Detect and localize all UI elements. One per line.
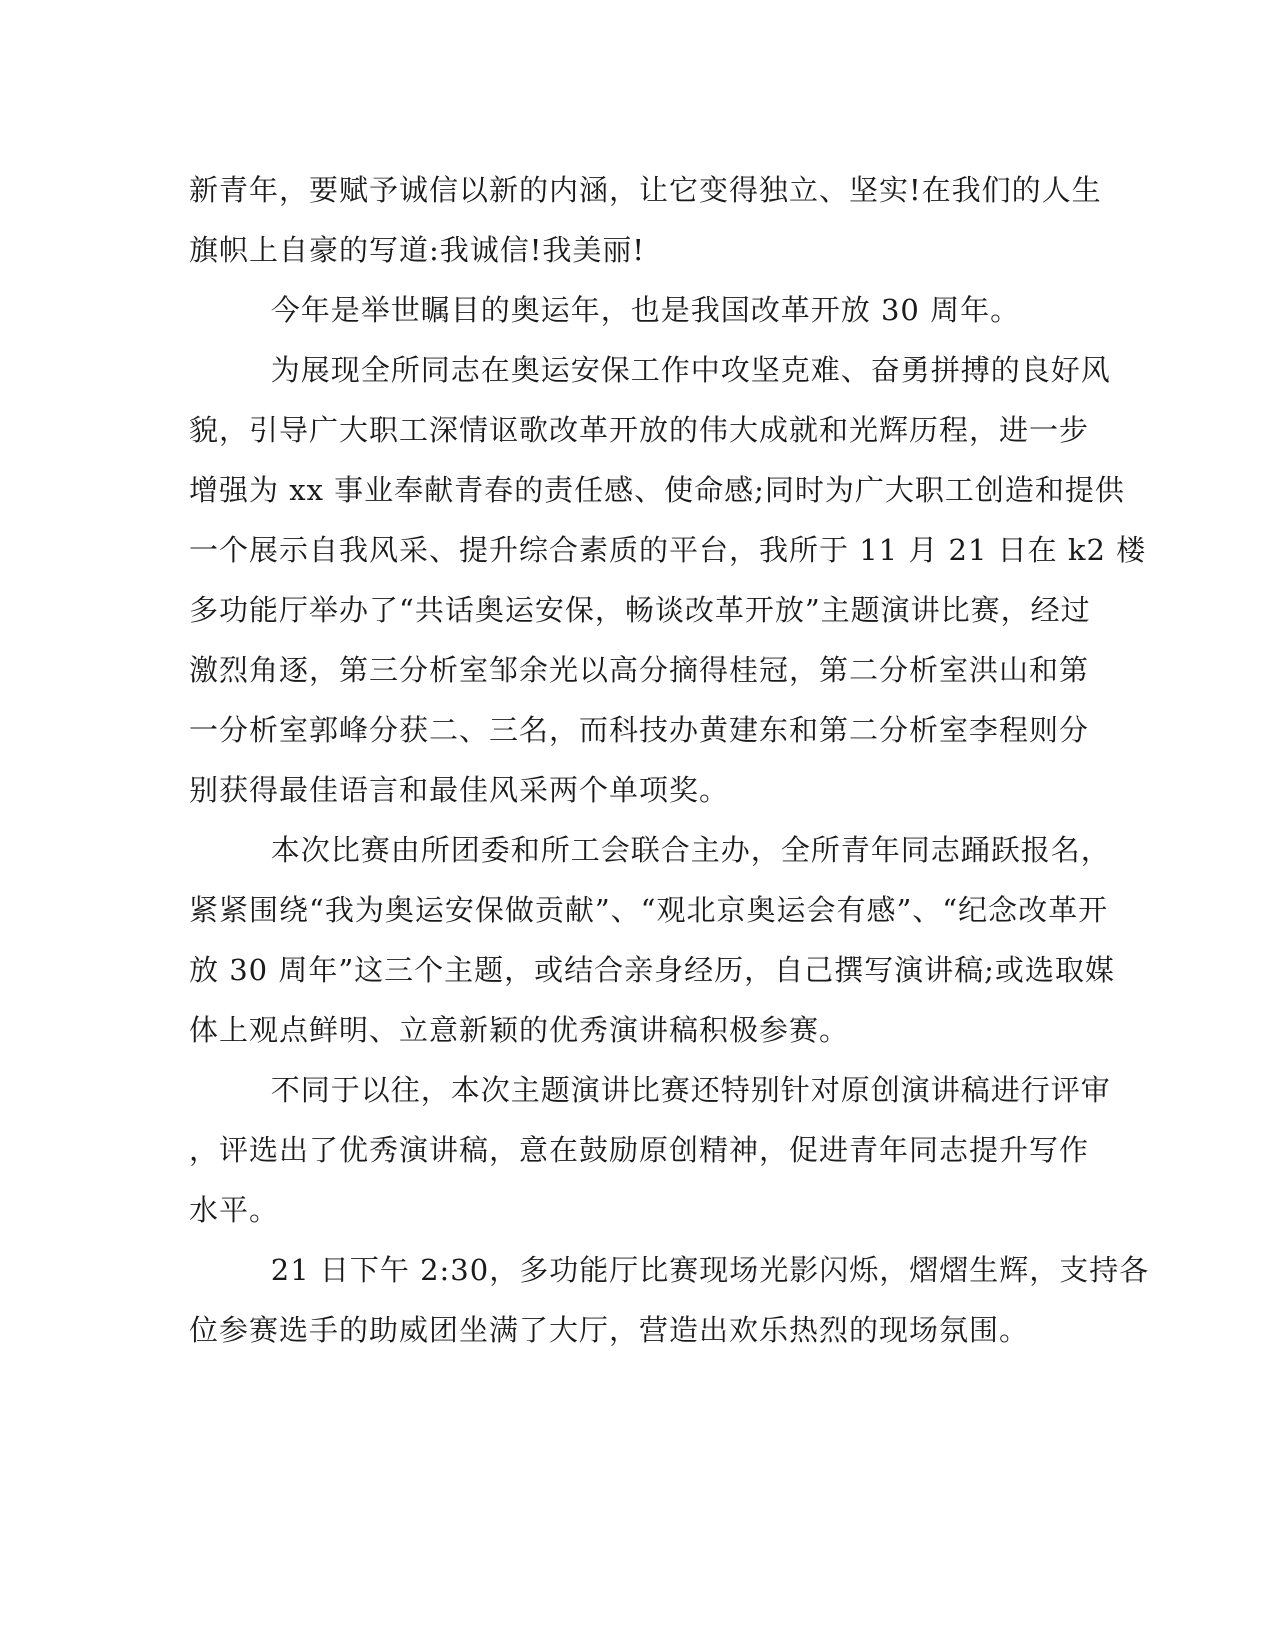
text-line: 一个展示自我风采、提升综合素质的平台，我所于 11 月 21 日在 k2 楼 [189, 533, 1147, 567]
text-line: 放 30 周年”这三个主题，或结合亲身经历，自己撰写演讲稿;或选取媒 [189, 953, 1115, 987]
paragraph-line: 不同于以往，本次主题演讲比赛还特别针对原创演讲稿进行评审 [189, 1073, 1111, 1107]
paragraph-line: 今年是举世瞩目的奥运年，也是我国改革开放 30 周年。 [189, 293, 1021, 327]
text-line: 貌，引导广大职工深情讴歌改革开放的伟大成就和光辉历程，进一步 [189, 413, 1090, 447]
text-line: 别获得最佳语言和最佳风采两个单项奖。 [189, 773, 730, 807]
text-line: 位参赛选手的助威团坐满了大厅，营造出欢乐热烈的现场氛围。 [189, 1313, 1030, 1347]
paragraph-line: 为展现全所同志在奥运安保工作中攻坚克难、奋勇拼搏的良好风 [189, 353, 1111, 387]
body-text [189, 160, 1150, 1360]
text-line: 激烈角逐，第三分析室邹余光以高分摘得桂冠，第二分析室洪山和第 [189, 653, 1090, 687]
text-line: 紧紧围绕“我为奥运安保做贡献”、“观北京奥运会有感”、“纪念改革开 [189, 893, 1109, 927]
text-line: 新青年，要赋予诚信以新的内涵，让它变得独立、坚实!在我们的人生 [189, 173, 1102, 207]
paragraph-line: 本次比赛由所团委和所工会联合主办，全所青年同志踊跃报名， [189, 833, 1111, 867]
text-line: 增强为 xx 事业奉献青春的责任感、使命感;同时为广大职工创造和提供 [189, 473, 1125, 507]
text-line: ，评选出了优秀演讲稿，意在鼓励原创精神，促进青年同志提升写作 [189, 1133, 1090, 1167]
text-line: 旗帜上自豪的写道:我诚信!我美丽! [189, 233, 646, 267]
text-line: 一分析室郭峰分获二、三名，而科技办黄建东和第二分析室李程则分 [189, 713, 1090, 747]
text-line: 体上观点鲜明、立意新颖的优秀演讲稿积极参赛。 [189, 1013, 850, 1047]
text-line: 水平。 [189, 1193, 280, 1227]
paragraph-line: 21 日下午 2:30，多功能厅比赛现场光影闪烁，熠熠生辉，支持各 [189, 1253, 1150, 1287]
text-line: 多功能厅举办了“共话奥运安保，畅谈改革开放”主题演讲比赛，经过 [189, 593, 1091, 627]
